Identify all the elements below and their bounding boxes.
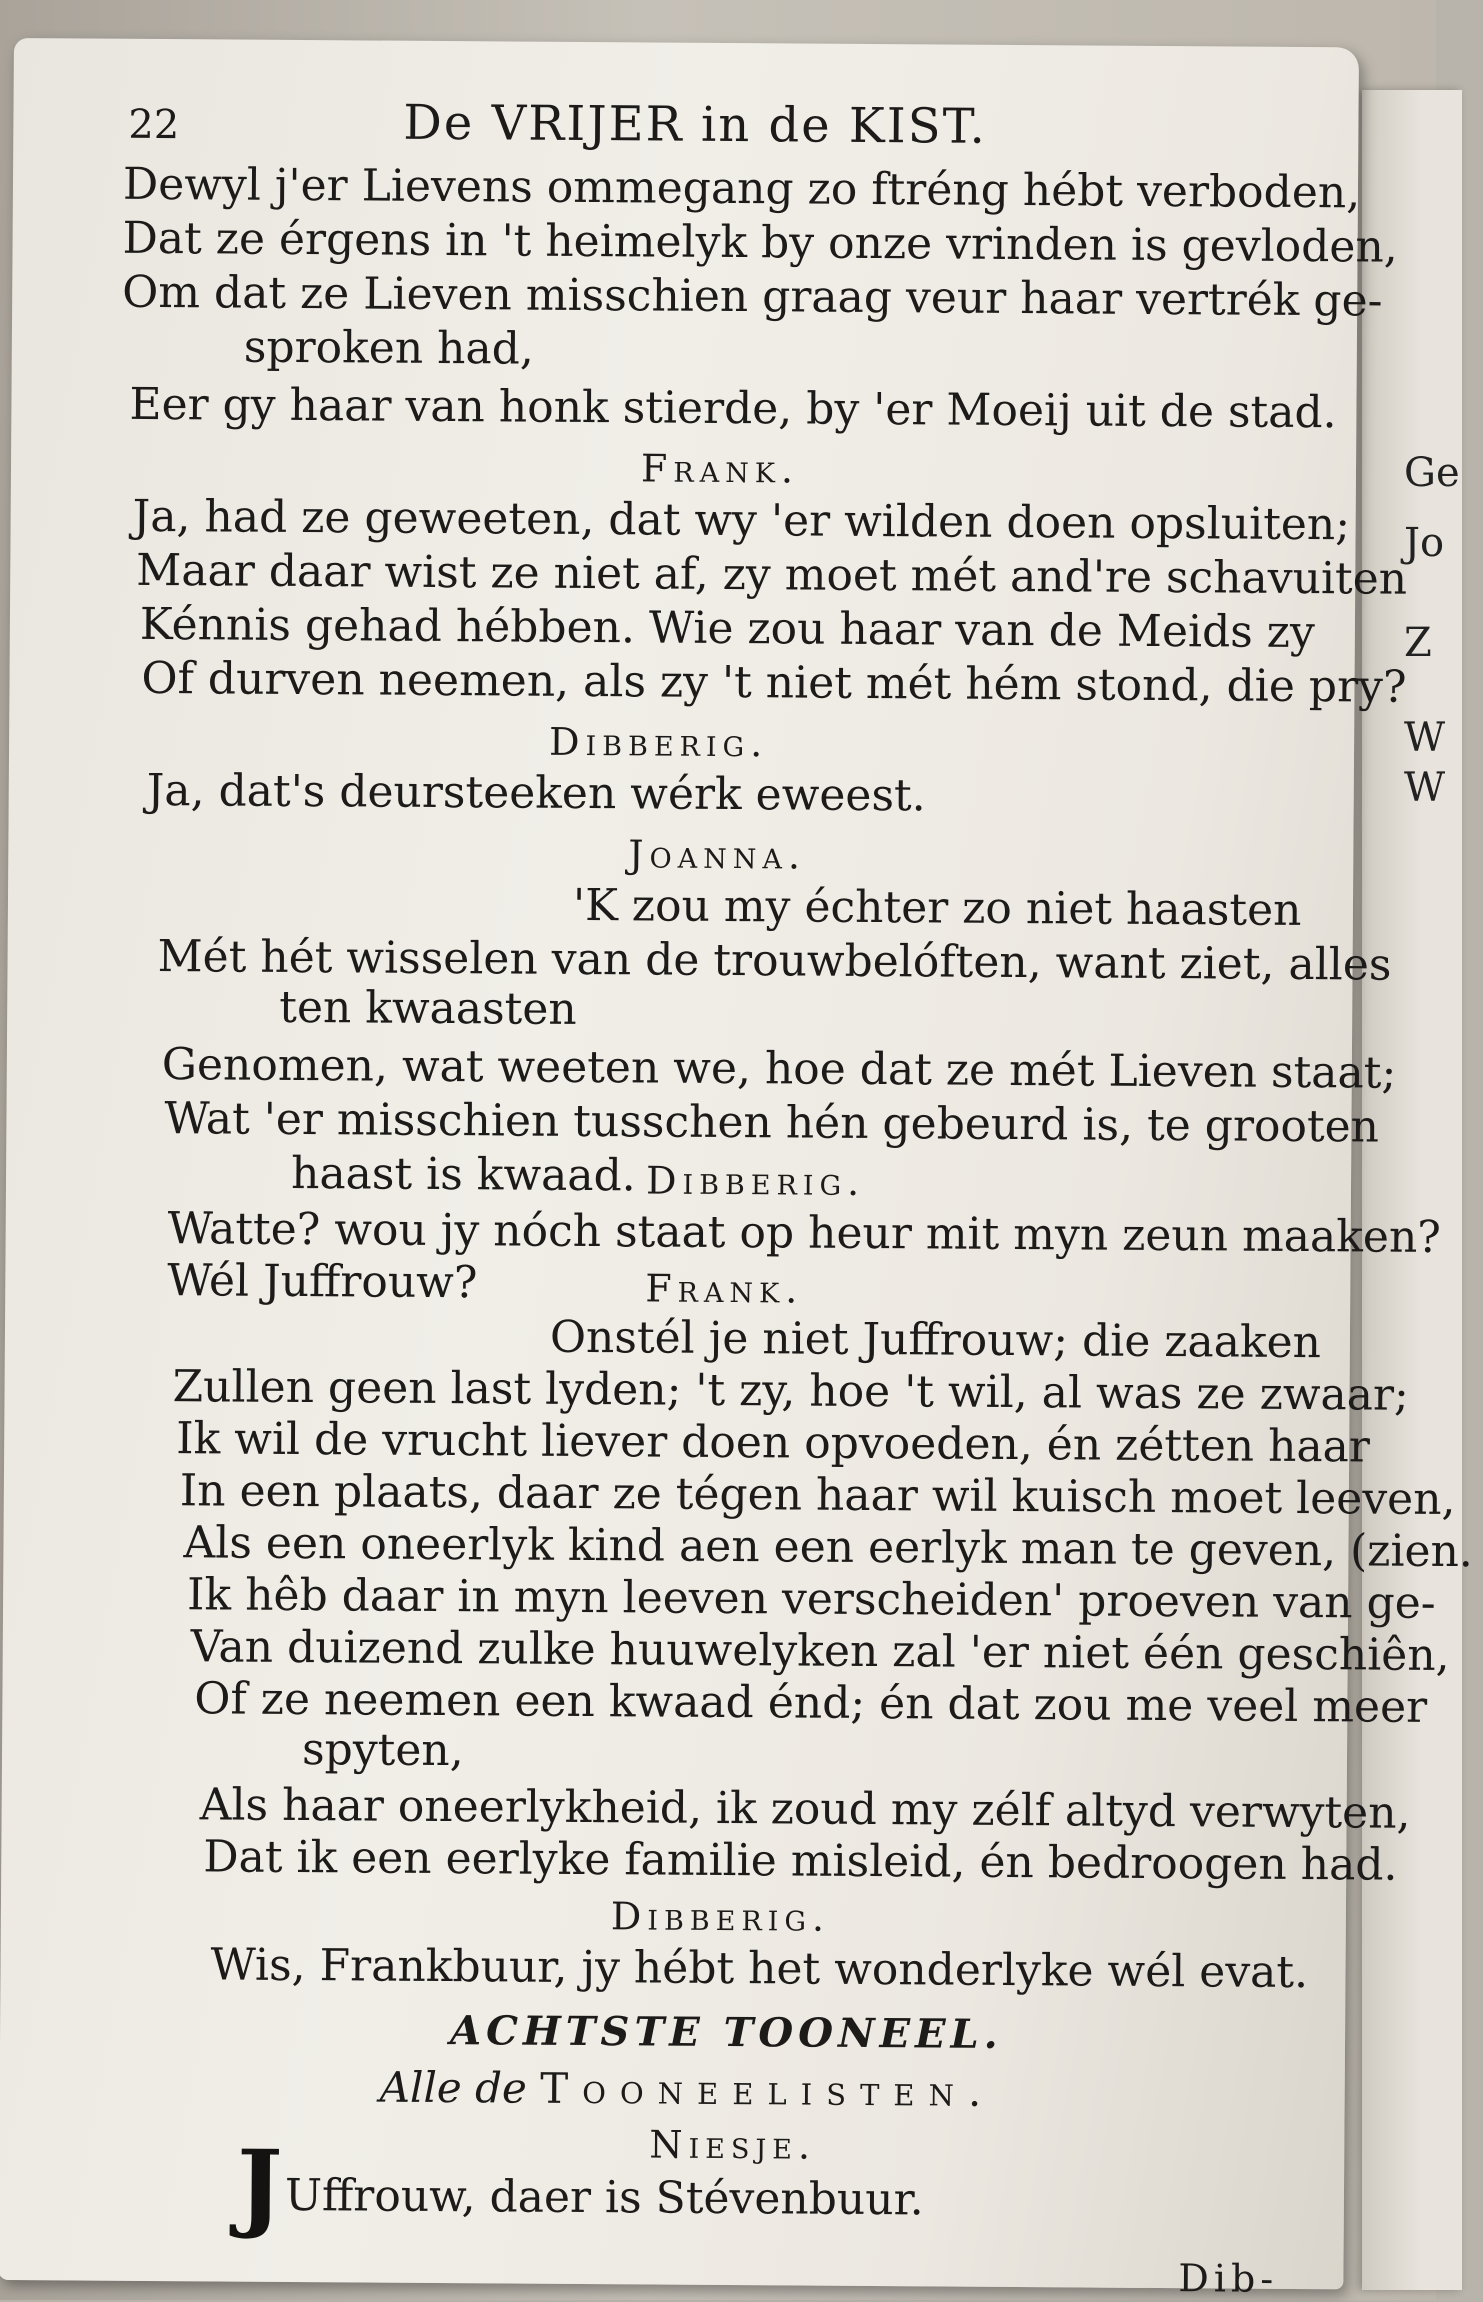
verse-line: Ja, had ze geweeten, dat wy 'er wilden doen opsluiten; — [132, 490, 1351, 551]
cast-line — [380, 2063, 996, 2116]
page-content — [0, 38, 1474, 2301]
verse-line: Eer gy haar van honk stierde, by 'er Moeij uit de stad. — [129, 378, 1337, 439]
verse-line: Of ze neemen een kwaad énd; én dat zou me veel meer — [194, 1673, 1428, 1733]
speaker-name: Dibberig. — [645, 1158, 866, 1204]
drop-cap: J — [236, 2128, 283, 2242]
facing-page-fragment: W — [1404, 715, 1446, 761]
facing-page-fragment: W — [1404, 765, 1446, 811]
verse-line: haast is kwaad. — [290, 1147, 636, 1202]
verse-line: In een plaats, daar ze tégen haar wil kuisch moet leeven, — [179, 1465, 1456, 1526]
cast-name: Tooneelisten. — [540, 2063, 996, 2116]
speaker-name: Joanna. — [628, 832, 807, 878]
verse-line: Ja, dat's deursteeken wérk eweest. — [146, 764, 926, 822]
verse-line: Ik wil de vrucht liever doen opvoeden, én zétten haar — [176, 1413, 1371, 1473]
page-number: 22 — [128, 101, 180, 149]
verse-line: Om dat ze Lieven misschien graag veur haar vertrék ge- — [122, 266, 1383, 327]
speaker-name: Dibberig. — [610, 1894, 831, 1940]
speaker-name: Frank. — [645, 1266, 804, 1312]
verse-line: ten kwaasten — [279, 981, 577, 1035]
verse-line: Of durven neemen, als zy 't niet mét hém stond, die pry? — [141, 652, 1407, 713]
running-title: De VRIJER in de KIST. — [403, 94, 988, 155]
verse-line: Genomen, wat weeten we, hoe dat ze mét Lieven staat; — [161, 1039, 1397, 1099]
verse-line: Uffrouw, daer is Stévenbuur. — [284, 2169, 924, 2226]
verse-line: Wél Juffrouw? — [167, 1255, 478, 1309]
speaker-name: Niesje. — [649, 2122, 817, 2168]
verse-line: Kénnis gehad hébben. Wie zou haar van de Meids zy — [139, 598, 1315, 659]
verse-line: Dewyl j'er Lievens ommegang zo ftréng hébt verboden, — [122, 158, 1361, 219]
verse-line: Wis, Frankbuur, jy hébt het wonderlyke wél evat. — [210, 1939, 1309, 1999]
cast-prefix: Alle de — [379, 2062, 528, 2113]
verse-line: Ik hêb daar in myn leeven verscheiden' proeven van ge- — [186, 1569, 1436, 1629]
catchword: Dib- — [1178, 2256, 1279, 2301]
verse-line: Van duizend zulke huuwelyken zal 'er niet één geschiên, — [190, 1621, 1450, 1682]
verse-line: Dat ik een eerlyke familie misleid, én bedroogen had. — [203, 1831, 1398, 1891]
facing-page-edge — [1362, 90, 1462, 2290]
scene-heading: ACHTSTE TOONEEL. — [449, 2007, 1003, 2058]
verse-line: Zullen geen last lyden; 't zy, hoe 't wil, al was ze zwaar; — [172, 1361, 1410, 1421]
verse-line: Dat ze érgens in 't heimelyk by onze vrinden is gevloden, — [122, 212, 1398, 273]
verse-line: Als een oneerlyk kind aen een eerlyk man te geven, (zien. — [183, 1517, 1474, 1578]
verse-line: sproken had, — [243, 321, 535, 375]
facing-page-fragment: Z — [1404, 620, 1432, 666]
verse-line: spyten, — [301, 1724, 464, 1777]
verse-line: Onstél je niet Juffrouw; die zaaken — [549, 1311, 1322, 1369]
book-page — [0, 38, 1474, 2301]
facing-page-fragment: Jo — [1404, 520, 1445, 566]
facing-page-fragment: Ge — [1404, 450, 1460, 496]
verse-line: 'K zou my échter zo niet haasten — [572, 879, 1302, 937]
verse-line: Wat 'er misschien tusschen hén gebeurd is, te grooten — [164, 1093, 1380, 1153]
speaker-name: Dibberig. — [548, 719, 769, 766]
verse-line: Mét hét wisselen van de trouwbelóften, want ziet, alles — [157, 931, 1392, 991]
verse-line: Watte? wou jy nóch staat op heur mit myn zeun maaken? — [167, 1203, 1442, 1263]
verse-line: Maar daar wist ze niet af, zy moet mét and're schavuiten — [136, 544, 1408, 605]
verse-line: Als haar oneerlykheid, ik zoud my zélf altyd verwyten, — [199, 1779, 1411, 1839]
speaker-name: Frank. — [640, 446, 800, 492]
